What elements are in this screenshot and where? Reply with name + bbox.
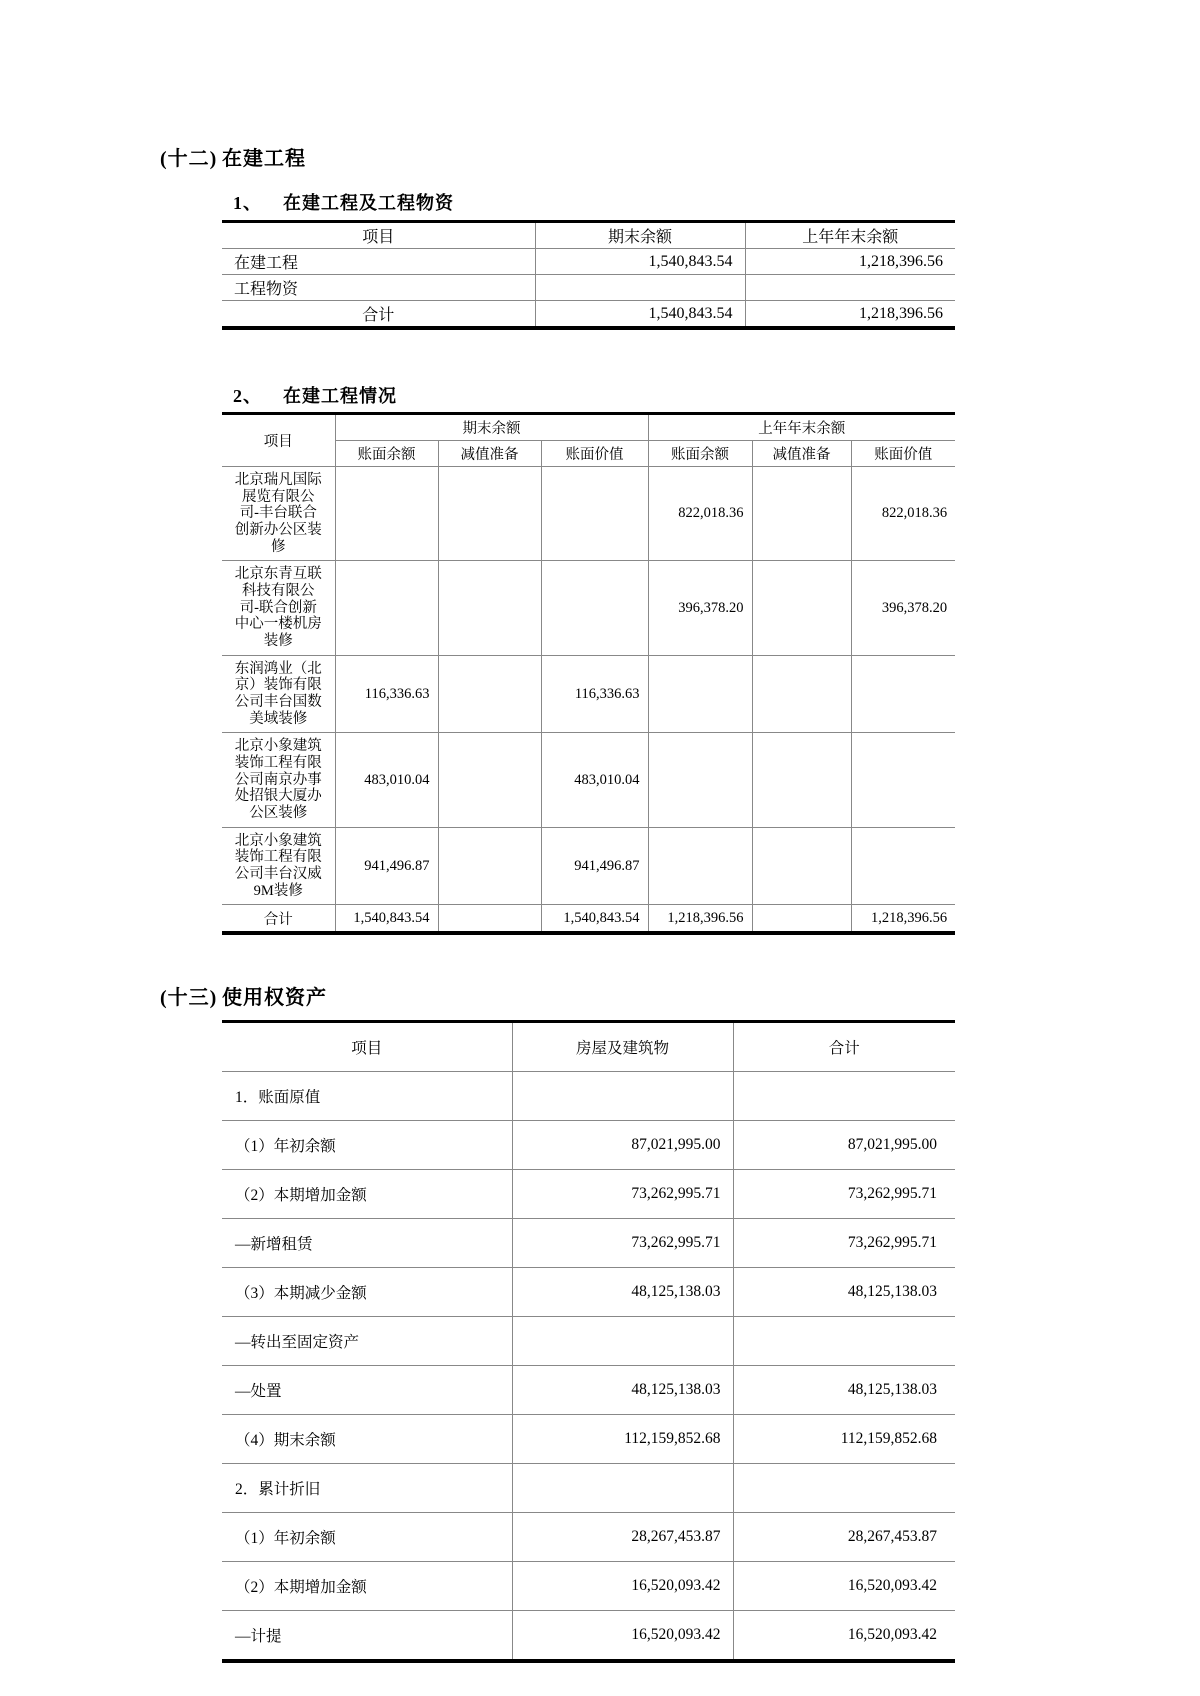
table-header-row [222,1022,955,1072]
cell-label: 合计 [222,301,535,329]
cell-buildings [512,1464,733,1513]
table-row [222,1072,955,1121]
cell-value: 822,018.36 [851,467,955,561]
table-row [222,827,955,905]
table-total-row [222,905,955,934]
table-row [222,733,955,827]
table-row [222,1121,955,1170]
cell-project: 北京小象建筑装饰工程有限公司南京办事处招银大厦办公区装修 [222,733,335,827]
subsection-1-title: 在建工程及工程物资 [283,193,454,213]
section-13-title: 使用权资产 [222,987,327,1010]
subsection-2-title: 在建工程情况 [283,386,397,406]
cell-label: —处置 [222,1366,512,1415]
cell-value [752,827,851,905]
cell-label: —转出至固定资产 [222,1317,512,1366]
table-row [222,1366,955,1415]
table-cip-detail [222,412,955,935]
cell-project: 北京瑞凡国际展览有限公司-丰台联合创新办公区装修 [222,467,335,561]
col-header-book-balance: 账面余额 [335,441,438,467]
section-13-number: (十三) [160,987,218,1010]
table-row [222,1268,955,1317]
cell-label: 工程物资 [222,275,535,301]
cell-total [733,1072,955,1121]
cell-value: 483,010.04 [335,733,438,827]
cell-current: 1,540,843.54 [535,301,745,329]
cell-project: 北京东青互联科技有限公司-联合创新中心一楼机房装修 [222,561,335,655]
table-row [222,1170,955,1219]
cell-buildings: 73,262,995.71 [512,1170,733,1219]
table-row [222,1219,955,1268]
cell-buildings: 112,159,852.68 [512,1415,733,1464]
subsection-2-number: 2、 [233,386,262,406]
cell-value [752,733,851,827]
table-row [222,1562,955,1611]
cell-value [851,733,955,827]
cell-buildings: 48,125,138.03 [512,1268,733,1317]
cell-prior [745,275,955,301]
subsection-1-heading [233,189,1200,215]
section-13-heading [160,981,1200,1010]
cell-value [752,905,851,934]
col-group-prior: 上年年末余额 [648,414,955,441]
cell-value: 116,336.63 [541,655,648,733]
col-header-impairment: 减值准备 [752,441,851,467]
cell-total: 28,267,453.87 [733,1513,955,1562]
cell-prior: 1,218,396.56 [745,249,955,275]
cell-value [438,733,541,827]
cell-value [648,827,752,905]
table-row [222,561,955,655]
table-row [222,1415,955,1464]
subsection-1-number: 1、 [233,193,262,213]
cell-value [438,467,541,561]
section-12-title: 在建工程 [222,148,306,170]
cell-project: 北京小象建筑装饰工程有限公司丰台汉威9M装修 [222,827,335,905]
cell-value: 1,540,843.54 [335,905,438,934]
cell-buildings: 87,021,995.00 [512,1121,733,1170]
cell-value [851,655,955,733]
col-group-current: 期末余额 [335,414,648,441]
cell-current: 1,540,843.54 [535,249,745,275]
table-row [222,275,955,301]
cell-value [541,467,648,561]
cell-value [541,561,648,655]
cell-label: （1）年初余额 [222,1513,512,1562]
cell-total: 16,520,093.42 [733,1562,955,1611]
cell-total: 87,021,995.00 [733,1121,955,1170]
col-header-buildings: 房屋及建筑物 [512,1022,733,1072]
cell-value: 1,218,396.56 [648,905,752,934]
table-row [222,655,955,733]
cell-total: 48,125,138.03 [733,1366,955,1415]
cell-value [648,655,752,733]
section-12-heading [160,142,1200,171]
col-header-item: 项目 [222,1022,512,1072]
cell-label: （2）本期增加金额 [222,1562,512,1611]
cell-value: 116,336.63 [335,655,438,733]
col-header-item: 项目 [222,414,335,467]
cell-prior: 1,218,396.56 [745,301,955,329]
table-cip-summary [222,220,955,330]
cell-value [752,467,851,561]
cell-buildings [512,1072,733,1121]
cell-buildings: 73,262,995.71 [512,1219,733,1268]
cell-buildings: 16,520,093.42 [512,1611,733,1662]
col-header-total: 合计 [733,1022,955,1072]
cell-value: 941,496.87 [541,827,648,905]
cell-value [335,561,438,655]
cell-project: 东润鸿业（北京）装饰有限公司丰台国数美域装修 [222,655,335,733]
cell-value [752,655,851,733]
table-right-of-use-assets [222,1020,955,1663]
cell-label: （2）本期增加金额 [222,1170,512,1219]
cell-value [752,561,851,655]
table-row [222,249,955,275]
cell-value: 1,218,396.56 [851,905,955,934]
cell-value: 483,010.04 [541,733,648,827]
cell-value [438,655,541,733]
col-header-book-balance: 账面余额 [648,441,752,467]
cell-value [438,827,541,905]
subsection-2-heading [233,382,1200,408]
col-header-prior: 上年年末余额 [745,222,955,249]
cell-value [851,827,955,905]
cell-total: 73,262,995.71 [733,1219,955,1268]
cell-total [733,1464,955,1513]
table-row [222,1611,955,1662]
cell-label: —新增租赁 [222,1219,512,1268]
cell-total: 48,125,138.03 [733,1268,955,1317]
table-total-row [222,301,955,329]
cell-total [733,1317,955,1366]
cell-value: 822,018.36 [648,467,752,561]
cell-label: （1）年初余额 [222,1121,512,1170]
table-row [222,1513,955,1562]
cell-value [438,561,541,655]
cell-value: 396,378.20 [648,561,752,655]
cell-buildings: 28,267,453.87 [512,1513,733,1562]
col-header-current: 期末余额 [535,222,745,249]
cell-label: 在建工程 [222,249,535,275]
col-header-book-value: 账面价值 [851,441,955,467]
table-group-header-row [222,414,955,441]
cell-value: 941,496.87 [335,827,438,905]
table-row [222,1464,955,1513]
col-header-item: 项目 [222,222,535,249]
col-header-impairment: 减值准备 [438,441,541,467]
col-header-book-value: 账面价值 [541,441,648,467]
cell-label: 合计 [222,905,335,934]
cell-buildings: 48,125,138.03 [512,1366,733,1415]
cell-value [335,467,438,561]
cell-total: 73,262,995.71 [733,1170,955,1219]
cell-label: 1．账面原值 [222,1072,512,1121]
table-row [222,1317,955,1366]
cell-current [535,275,745,301]
section-12-number: (十二) [160,148,218,170]
cell-value: 396,378.20 [851,561,955,655]
cell-label: （4）期末余额 [222,1415,512,1464]
cell-total: 16,520,093.42 [733,1611,955,1662]
cell-label: —计提 [222,1611,512,1662]
cell-value: 1,540,843.54 [541,905,648,934]
cell-total: 112,159,852.68 [733,1415,955,1464]
table-header-row [222,222,955,249]
table-row [222,467,955,561]
cell-label: （3）本期减少金额 [222,1268,512,1317]
cell-value [648,733,752,827]
cell-buildings [512,1317,733,1366]
cell-buildings: 16,520,093.42 [512,1562,733,1611]
cell-label: 2．累计折旧 [222,1464,512,1513]
cell-value [438,905,541,934]
